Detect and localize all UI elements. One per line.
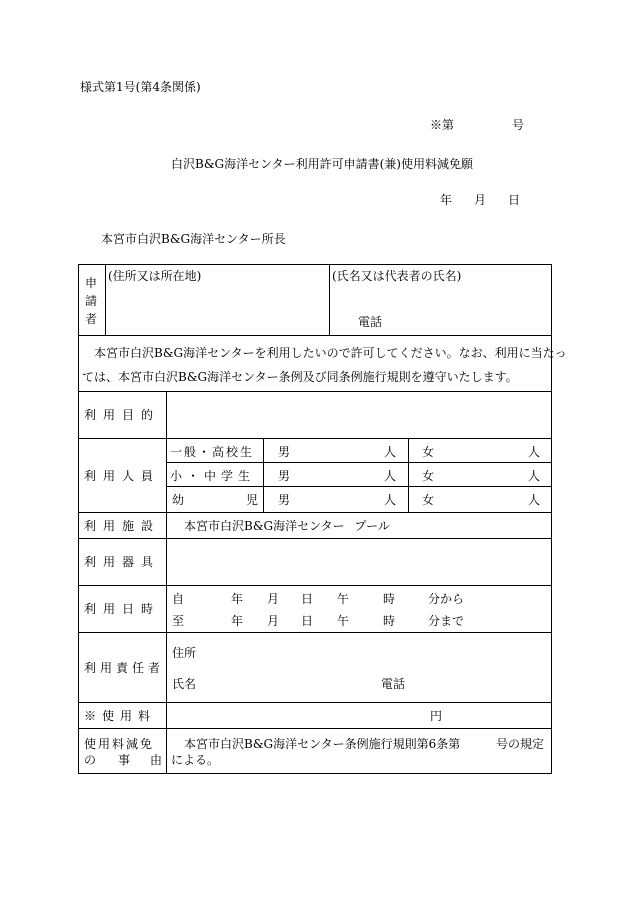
fee-label: ※使用料 (84, 709, 157, 723)
to-ampm: 午 (337, 614, 350, 628)
category-infant-b: 児 (246, 493, 259, 507)
responsible-phone-label: 電話 (381, 677, 406, 691)
category-school: 小・中学生 (170, 469, 256, 483)
reduction-label-2b: 事 (118, 753, 131, 767)
to-day: 日 (301, 614, 314, 628)
fee-unit: 円 (430, 709, 443, 723)
female-label: 女 (422, 469, 435, 483)
female-label: 女 (422, 493, 435, 507)
col-divider (329, 264, 330, 335)
male-unit: 人 (384, 469, 397, 483)
applicant-label-2: 請 (85, 294, 98, 308)
table-border-right (551, 264, 552, 774)
male-label: 男 (278, 493, 291, 507)
applicant-label-3: 者 (85, 312, 98, 326)
datetime-to-label: 至 (172, 614, 185, 628)
responsible-name-label: 氏名 (172, 677, 197, 691)
datetime-label: 利用日時 (84, 602, 161, 616)
male-label: 男 (278, 445, 291, 459)
application-form-table (78, 264, 567, 774)
to-year: 年 (231, 614, 244, 628)
female-unit: 人 (528, 469, 541, 483)
date-month: 月 (474, 193, 487, 207)
from-month: 月 (267, 592, 280, 606)
row-divider (78, 538, 552, 539)
col-divider (408, 438, 409, 512)
pledge-line-1: 本宮市白沢B&G海洋センターを利用したいので許可してください。なお、利用に当たっ (94, 346, 567, 360)
facility-value: 本宮市白沢B&G海洋センター プール (184, 519, 390, 533)
reduction-text-line-2: による。 (171, 753, 220, 767)
pledge-line-2: ては、本宮市白沢B&G海洋センター条例及び同条例施行規則を遵守いたします。 (82, 370, 518, 384)
receipt-number (430, 118, 525, 132)
receipt-prefix: ※第 (430, 118, 455, 132)
addressee: 本宮市白沢B&G海洋センター所長 (101, 232, 286, 246)
from-hour: 時 (383, 592, 396, 606)
category-general: 一般・高校生 (170, 445, 255, 459)
date-day: 日 (508, 193, 521, 207)
purpose-label: 利用目的 (84, 408, 161, 422)
reduction-label-1: 使用料減免 (84, 737, 155, 751)
from-year: 年 (231, 592, 244, 606)
col-divider (166, 391, 167, 774)
row-divider (78, 585, 552, 586)
male-unit: 人 (384, 493, 397, 507)
to-hour: 時 (383, 614, 396, 628)
row-divider (78, 438, 552, 439)
row-divider (78, 632, 552, 633)
facility-label: 利用施設 (84, 519, 161, 533)
applicant-address-label: (住所又は所在地) (108, 269, 202, 283)
row-divider (78, 512, 552, 513)
row-divider (78, 335, 552, 336)
male-label: 男 (278, 469, 291, 483)
application-date (440, 193, 520, 207)
to-minute: 分まで (428, 614, 465, 628)
male-unit: 人 (384, 445, 397, 459)
reduction-label-2a: の (84, 753, 97, 767)
reduction-label-2c: 由 (150, 753, 163, 767)
responsible-address-label: 住所 (172, 646, 197, 660)
responsible-label: 利用責任者 (84, 661, 165, 675)
form-number: 様式第1号(第4条関係) (80, 80, 201, 94)
row-divider (166, 486, 552, 487)
category-infant-a: 幼 (172, 493, 185, 507)
reduction-text-1: 本宮市白沢B&G海洋センター条例施行規則第6条第 (184, 737, 461, 751)
from-day: 日 (301, 592, 314, 606)
reduction-text-2: 号の規定 (496, 737, 545, 751)
applicant-label-1: 申 (85, 276, 98, 290)
from-minute: 分から (428, 592, 465, 606)
col-divider (263, 438, 264, 512)
receipt-suffix: 号 (512, 118, 525, 132)
to-month: 月 (267, 614, 280, 628)
row-divider (78, 391, 552, 392)
persons-label: 利用人員 (84, 469, 161, 483)
from-ampm: 午 (337, 592, 350, 606)
document-title: 白沢B&G海洋センター利用許可申請書(兼)使用料減免願 (171, 157, 473, 171)
applicant-name-label: (氏名又は代表者の氏名) (332, 269, 462, 283)
female-label: 女 (422, 445, 435, 459)
equipment-label: 利用器具 (84, 555, 161, 569)
datetime-from-label: 自 (172, 592, 185, 606)
table-border-bottom (78, 773, 552, 774)
col-divider (105, 264, 106, 335)
female-unit: 人 (528, 493, 541, 507)
table-border-top (78, 264, 552, 265)
table-border-left (78, 264, 79, 774)
applicant-phone-label: 電話 (358, 315, 383, 329)
row-divider (78, 702, 552, 703)
row-divider (78, 728, 552, 729)
date-year: 年 (440, 193, 453, 207)
row-divider (166, 462, 552, 463)
female-unit: 人 (528, 445, 541, 459)
